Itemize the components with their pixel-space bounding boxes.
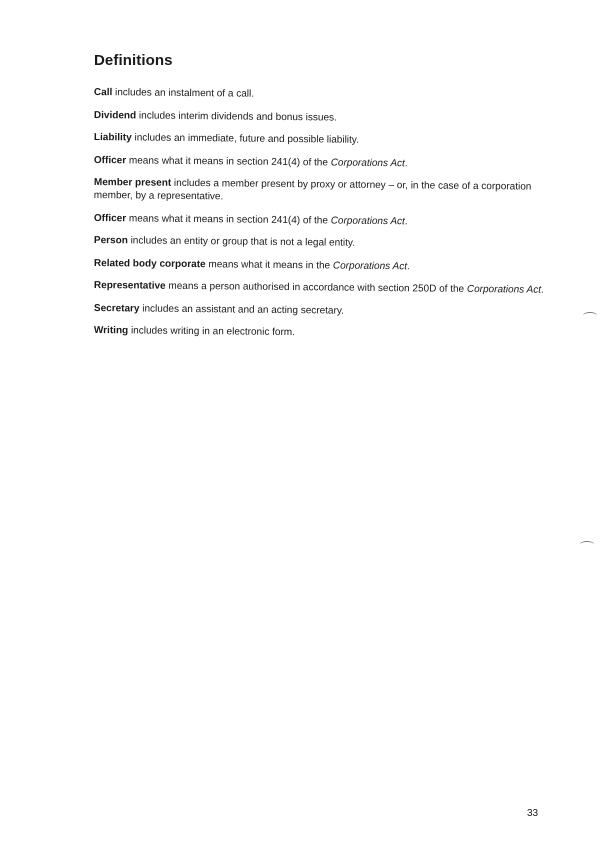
- definition-term: Person: [93, 234, 128, 247]
- definition-term: Related body corporate: [93, 257, 206, 270]
- scan-mark: [583, 312, 597, 319]
- definition-item: [94, 279, 554, 297]
- definition-term: Writing: [93, 324, 129, 337]
- definition-reference: Corporations Act: [330, 156, 405, 169]
- definition-reference: Corporations Act: [466, 283, 542, 296]
- definition-term: Member present: [93, 176, 172, 189]
- definition-item: [94, 234, 554, 252]
- definition-term: Representative: [93, 279, 166, 292]
- definition-tail: .: [404, 157, 408, 169]
- definition-reference: Corporations Act: [332, 260, 408, 272]
- definition-item: [94, 86, 554, 104]
- definitions-list: [94, 86, 554, 347]
- definition-term: Officer: [93, 212, 127, 224]
- definition-term: Officer: [93, 154, 127, 166]
- definition-text: includes a member present by proxy or attorney – or, in the case of a corporation member, by a representative.: [93, 177, 532, 203]
- definition-text: includes an assistant and an acting secretary.: [139, 302, 344, 317]
- scan-mark: [580, 541, 594, 548]
- definition-tail: .: [406, 260, 410, 272]
- definition-item: [94, 212, 554, 230]
- definition-text: means a person authorised in accordance with section 250D of the: [165, 280, 467, 295]
- definition-text: includes writing in an electronic form.: [128, 325, 295, 339]
- definition-term: Secretary: [93, 302, 140, 314]
- definition-term: Liability: [93, 131, 132, 144]
- definition-item: [94, 324, 554, 342]
- definition-tail: .: [404, 215, 408, 227]
- definition-item: [94, 154, 554, 172]
- definition-term: Dividend: [93, 109, 137, 121]
- page-number: 33: [527, 808, 539, 819]
- definition-text: includes interim dividends and bonus issues.: [136, 109, 337, 124]
- definition-item: [94, 109, 554, 127]
- definition-item: [94, 302, 554, 320]
- definition-item: [94, 176, 554, 207]
- definition-tail: .: [540, 284, 544, 296]
- definition-text: includes an immediate, future and possible liability.: [131, 132, 359, 146]
- definition-reference: Corporations Act: [330, 214, 405, 227]
- definition-item: [94, 257, 554, 275]
- definition-text: means what it means in the: [205, 258, 333, 272]
- page-heading: Definitions: [94, 52, 173, 69]
- definition-text: means what it means in section 241(4) of the: [126, 212, 331, 226]
- definition-text: includes an instalment of a call.: [112, 87, 255, 100]
- definition-text: includes an entity or group that is not a legal entity.: [127, 235, 356, 249]
- definition-term: Call: [93, 86, 113, 99]
- definition-item: [94, 131, 554, 149]
- definition-text: means what it means in section 241(4) of the: [126, 154, 331, 168]
